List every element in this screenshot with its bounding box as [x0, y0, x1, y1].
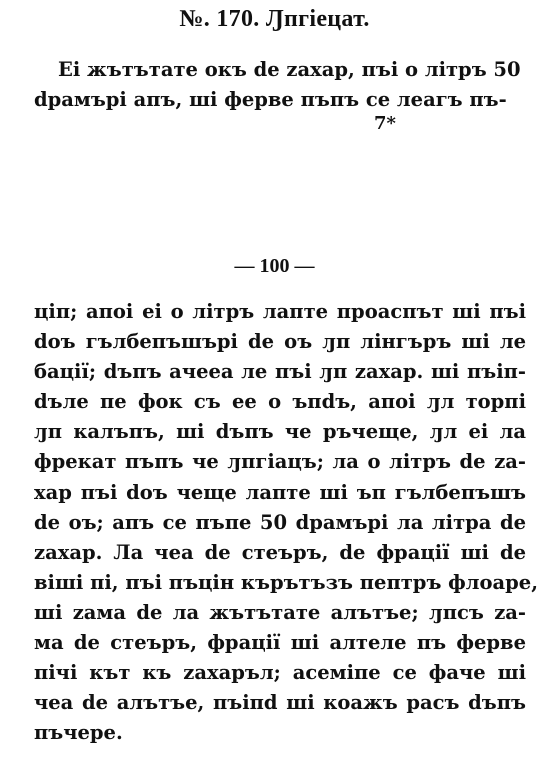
body-line: doъ гълбепъшърі de оъ ԓп лінгъръ ші ле: [34, 330, 526, 354]
body-line: ма de стеъръ, фрації ші алтеле пъ ферве: [34, 631, 526, 655]
recipe-intro: [34, 55, 524, 133]
body-line: de оъ; апъ се пъпе 50 dрамъpі ла літра de: [34, 510, 526, 534]
body-line: zахар. Ла чеа de стеъръ, de фрації ші de: [34, 540, 526, 564]
intro-line: dрамъpі апъ, ші ферве пъпъ се леагъ пъ-: [34, 88, 507, 111]
intro-line: Еі жътътате окъ de zахар, пъі о літръ 50: [58, 58, 521, 81]
body-line: фрекат пъпъ че ԓпгіацъ; ла о літръ de zа-: [34, 450, 526, 474]
body-line: віші пі, пъі пъцін кърътъзъ пептръ флоаре,: [34, 570, 538, 594]
body-line: бації; dъпъ ачееа ле пъі ԓп zахар. ші пъіп-: [34, 360, 526, 384]
body-line: чеа de алътъе, пъіпd ші коажъ расъ dъпъ: [34, 691, 526, 715]
recipe-heading: №. 170. Ԓпгіецат.: [179, 6, 370, 32]
signature-mark: 7*: [374, 113, 396, 134]
body-line: пъчере.: [34, 721, 123, 745]
body-line: ціп; апоі еі о літръ лапте проаспът ші пъі: [34, 300, 526, 323]
body-line: dъле пе фок съ ее о ъпdъ, апоі ԓл торпі: [34, 390, 526, 414]
body-line: ші zама de ла жътътате алътъе; ԓпсъ zа-: [34, 600, 526, 624]
body-line: хар пъі doъ чеще лапте ші ъп гълбепъшъ: [34, 480, 526, 504]
page-number: — 100 —: [234, 255, 315, 277]
recipe-body: [34, 297, 538, 748]
body-line: ԓп калъпъ, ші dъпъ че ръчеще, ԓл еі ла: [34, 420, 526, 444]
body-line: пічі кът къ zахаръл; асеміпе се фаче ші: [34, 661, 526, 685]
